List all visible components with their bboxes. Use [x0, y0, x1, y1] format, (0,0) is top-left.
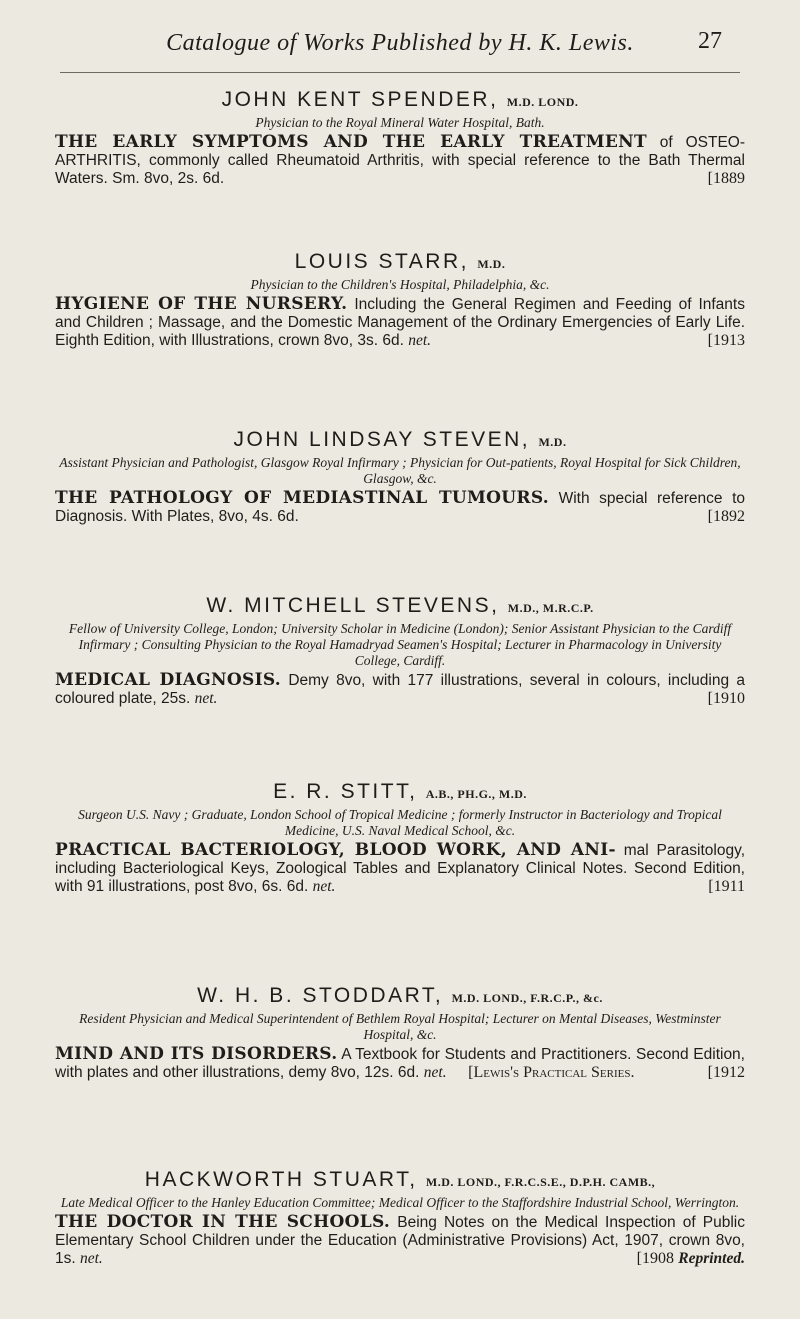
- publication-date: [1908: [636, 1250, 674, 1267]
- author-degrees: M.D.: [477, 257, 506, 271]
- author-description: Physician to the Children's Hospital, Philadelphia, &c.: [250, 277, 550, 292]
- book-entry: [55, 1213, 745, 1268]
- author-name: W. MITCHELL STEVENS, M.D., M.R.C.P.: [206, 594, 594, 617]
- price-net: net.: [408, 332, 432, 349]
- entry-stevens: [55, 594, 745, 708]
- author-description: Fellow of University College, London; University Scholar in Medicine (London); Senior Assistant Physician to the Cardiff Infirmary ; Consulting Physician to the Royal Hamadryad Seamen's Hospital; Lecturer in Pharmacology in University College, Cardiff.: [68, 621, 732, 668]
- author-degrees: A.B., PH.G., M.D.: [425, 787, 527, 801]
- entry-spender: [55, 88, 745, 188]
- book-details: Being Notes on the Medical Inspection of Public Elementary School Children under the Education (Administrative Provisions) Act, 1907, crown 8vo, 1s.: [55, 1214, 745, 1267]
- book-title: HYGIENE OF THE NURSERY.: [55, 294, 348, 314]
- book-details: With special reference to Diagnosis. With Plates, 8vo, 4s. 6d.: [55, 490, 745, 525]
- book-title: THE PATHOLOGY OF MEDIASTINAL TUMOURS.: [55, 488, 550, 508]
- book-entry: [55, 489, 745, 526]
- publication-date: [1889: [707, 170, 745, 187]
- publication-date: [1912: [707, 1064, 745, 1081]
- publication-date: [1911: [708, 878, 745, 895]
- publication-date: [1892: [707, 508, 745, 525]
- author-degrees: M.D., M.R.C.P.: [507, 601, 594, 615]
- book-entry: [55, 295, 745, 350]
- book-details: mal Parasitology, including Bacteriological Keys, Zoological Tables and Explanatory Clinical Notes. Second Edition, with 91 illustrations, post 8vo, 6s. 6d.: [55, 842, 746, 895]
- book-details: of OSTEO-ARTHRITIS, commonly called Rheumatoid Arthritis, with special reference to the Bath Thermal Waters. Sm. 8vo, 2s. 6d.: [55, 134, 745, 187]
- publication-date: [1913: [707, 332, 745, 349]
- entry-starr: [55, 250, 745, 350]
- book-details: A Textbook for Students and Practitioners. Second Edition, with plates and other illustrations, demy 8vo, 12s. 6d.: [55, 1046, 745, 1081]
- price-net: net.: [312, 878, 336, 895]
- book-entry: [55, 671, 745, 708]
- entry-stitt: [55, 780, 745, 896]
- entry-steven: [55, 428, 745, 526]
- book-title: MIND AND ITS DISORDERS.: [55, 1044, 338, 1064]
- author-name: HACKWORTH STUART, M.D. LOND., F.R.C.S.E., D.P.H. CAMB.,: [144, 1168, 656, 1191]
- book-entry: [55, 133, 745, 188]
- entry-stuart: [55, 1168, 745, 1268]
- author-degrees: M.D. LOND.: [506, 95, 579, 109]
- author-description: Resident Physician and Medical Superintendent of Bethlem Royal Hospital; Lecturer on Mental Diseases, Westminster Hospital, &c.: [79, 1011, 721, 1042]
- author-description: Physician to the Royal Mineral Water Hospital, Bath.: [255, 115, 545, 130]
- book-entry: [55, 1045, 745, 1082]
- running-title: Catalogue of Works Published by H. K. Lewis.: [166, 30, 634, 56]
- date-group: [637, 1250, 745, 1268]
- price-net: net.: [80, 1250, 103, 1267]
- author-name: JOHN LINDSAY STEVEN, M.D.: [233, 428, 567, 451]
- entry-stoddart: [55, 984, 745, 1082]
- author-description: Late Medical Officer to the Hanley Education Committee; Medical Officer to the Staffordshire Industrial School, Werrington.: [60, 1195, 740, 1210]
- book-entry: [55, 841, 745, 896]
- series-name: [Lewis's Practical Series.: [468, 1064, 635, 1081]
- page-number: 27: [698, 28, 722, 54]
- price-net: net.: [194, 690, 218, 707]
- author-degrees: M.D. LOND., F.R.C.P., &c.: [451, 991, 603, 1005]
- book-details: Demy 8vo, with 177 illustrations, several in colours, including a coloured plate, 25s.: [55, 672, 746, 707]
- author-name: LOUIS STARR, M.D.: [294, 250, 506, 273]
- author-name: W. H. B. STODDART, M.D. LOND., F.R.C.P., &c.: [197, 984, 603, 1007]
- header-rule: [60, 72, 740, 73]
- price-net: net.: [423, 1064, 447, 1081]
- author-degrees: M.D. LOND., F.R.C.S.E., D.P.H. CAMB.,: [425, 1175, 656, 1189]
- author-name: E. R. STITT, A.B., PH.G., M.D.: [273, 780, 527, 803]
- author-description: Assistant Physician and Pathologist, Glasgow Royal Infirmary ; Physician for Out-patients, Royal Hospital for Sick Children, Glasgow, &c.: [59, 455, 741, 486]
- book-title: PRACTICAL BACTERIOLOGY, BLOOD WORK, AND ANI-: [55, 840, 616, 860]
- author-name: JOHN KENT SPENDER, M.D. LOND.: [221, 88, 579, 111]
- author-degrees: M.D.: [538, 435, 567, 449]
- book-title: THE EARLY SYMPTOMS AND THE EARLY TREATMENT: [55, 132, 647, 152]
- book-title: THE DOCTOR IN THE SCHOOLS.: [55, 1212, 391, 1232]
- reprinted-note: Reprinted.: [678, 1250, 745, 1267]
- book-details: Including the General Regimen and Feeding of Infants and Children ; Massage, and the Domestic Management of the Ordinary Emergencies of Early Life. Eighth Edition, with Illustrations, crown 8vo, 3s. 6d.: [55, 296, 745, 349]
- book-title: MEDICAL DIAGNOSIS.: [55, 670, 282, 690]
- publication-date: [1910: [707, 690, 745, 707]
- author-description: Surgeon U.S. Navy ; Graduate, London School of Tropical Medicine ; formerly Instructor in Bacteriology and Tropical Medicine, U.S. Naval Medical School, &c.: [78, 807, 722, 838]
